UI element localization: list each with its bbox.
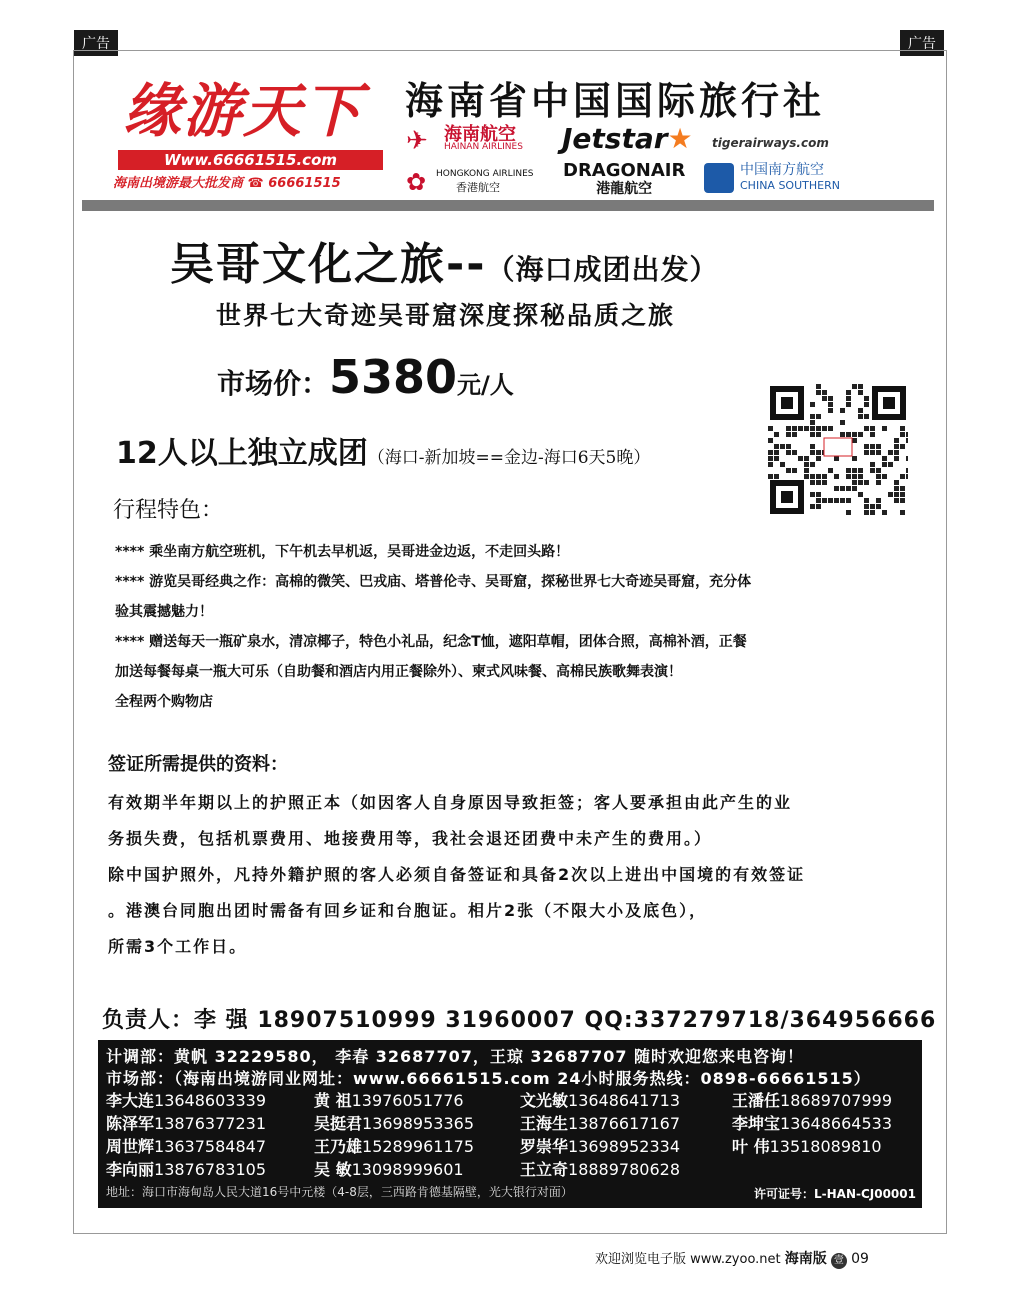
agency-name: 海南省中国国际旅行社 [405, 78, 826, 123]
staff-phone: 13876377231 [154, 1114, 266, 1133]
staff-name: 陈泽军 [106, 1114, 155, 1133]
staff-phone: 13698953365 [362, 1114, 474, 1133]
hongkong-airlines-cn: 香港航空 [456, 181, 500, 194]
hongkong-airlines-logo [436, 168, 533, 194]
staff-entry [732, 1088, 892, 1111]
page-number: 09 [851, 1251, 869, 1267]
staff-entry [106, 1088, 266, 1111]
visa-requirements [108, 785, 928, 965]
staff-name: 吴挺君 [314, 1114, 363, 1133]
staff-phone: 13876783105 [154, 1160, 266, 1179]
group-route: （海口-新加坡==金边-海口6天5晚） [367, 448, 651, 468]
staff-phone: 18689707999 [780, 1091, 892, 1110]
china-southern-logo [740, 163, 840, 193]
office-address: 地址：海口市海甸岛人民大道16号中元楼（4-8层，三西路肯德基隔壁，光大银行对面） [106, 1185, 573, 1199]
visa-line: 务损失费，包括机票费用、地接费用等，我社会退还团费中未产生的费用。） [108, 829, 713, 848]
visa-line: 所需3个工作日。 [108, 937, 248, 956]
tour-title-main: 吴哥文化之旅-- [170, 239, 487, 290]
ad-tag-left: 广告 [74, 30, 118, 56]
dragonair-logo [563, 162, 685, 198]
brand-name: 缘游天下 [123, 77, 364, 145]
staff-name: 黄 祖 [314, 1091, 352, 1110]
staff-name: 李向丽 [106, 1160, 155, 1179]
staff-name: 叶 伟 [732, 1137, 770, 1156]
staff-entry [106, 1157, 266, 1180]
tour-title [170, 228, 719, 292]
jetstar-text: Jetstar [562, 122, 668, 155]
planning-dept: 计调部：黄帆 32229580， 李春 32687707，王琼 32687707 随时欢迎您来电咨询！ [106, 1047, 805, 1066]
staff-phone: 13876617167 [568, 1114, 680, 1133]
page-footer [595, 1248, 869, 1269]
feature-line: 全程两个购物店 [115, 694, 213, 710]
feature-line: 加送每餐每桌一瓶大可乐（自助餐和酒店内用正餐除外）、柬式风味餐、高棉民族歌舞表演！ [115, 664, 682, 680]
features-list [115, 537, 915, 717]
footer-edition: 海南版 [784, 1251, 827, 1267]
price-line [217, 350, 514, 404]
staff-entry [520, 1111, 680, 1134]
staff-entry [314, 1111, 474, 1134]
staff-phone: 15289961175 [362, 1137, 474, 1156]
jetstar-logo [562, 122, 693, 155]
brand-logo [113, 62, 385, 190]
hainan-airlines-en: HAINAN AIRLINES [444, 142, 523, 152]
hongkong-airlines-icon: ✿ [406, 168, 427, 196]
hainan-airlines-icon: ✈ [406, 126, 428, 156]
staff-entry [314, 1157, 464, 1180]
visa-heading: 签证所需提供的资料： [108, 754, 288, 775]
feature-line: **** 赠送每天一瓶矿泉水，清凉椰子，特色小礼品，纪念T恤，遮阳草帽，团体合照，高棉补酒，正餐 [115, 634, 747, 650]
visa-line: 除中国护照外，凡持外籍护照的客人必须自备签证和具备2次以上进出中国境的有效签证 [108, 865, 806, 884]
staff-name: 李大连 [106, 1091, 155, 1110]
staff-name: 罗崇华 [520, 1137, 569, 1156]
staff-phone: 13976051776 [351, 1091, 464, 1110]
staff-phone: 13648603339 [154, 1091, 266, 1110]
hainan-airlines-logo [444, 124, 523, 154]
marketing-dept: 市场部：（海南出境游同业网址：www.66661515.com 24小时服务热线：0898-66661515） [106, 1069, 871, 1088]
contact-person: 负责人：李 强 18907510999 31960007 QQ:337279718/364956666 [102, 1008, 937, 1033]
staff-name: 吴 敏 [314, 1160, 352, 1179]
china-southern-icon [704, 163, 734, 193]
hainan-airlines-cn: 海南航空 [444, 124, 516, 145]
staff-entry [520, 1134, 680, 1157]
dragonair-cn: 港龍航空 [596, 181, 653, 197]
staff-entry [732, 1111, 892, 1134]
feature-line: **** 游览吴哥经典之作：高棉的微笑、巴戎庙、塔普伦寺、吴哥窟，探秘世界七大奇迹吴哥窟，充分体 [115, 574, 752, 590]
staff-entry [732, 1134, 882, 1157]
visa-line: 有效期半年期以上的护照正本（如因客人自身原因导致拒签；客人要承担由此产生的业 [108, 793, 793, 812]
footer-badge: 壹 [831, 1253, 847, 1269]
staff-entry [314, 1134, 474, 1157]
visa-line: 。港澳台同胞出团时需备有回乡证和台胞证。相片2张（不限大小及底色）， [108, 901, 708, 920]
staff-name: 李坤宝 [732, 1114, 781, 1133]
group-label: 12人以上独立成团 [116, 436, 368, 471]
staff-entry [106, 1134, 266, 1157]
feature-line: **** 乘坐南方航空班机，下午机去早机返，吴哥进金边返，不走回头路！ [115, 544, 570, 560]
tour-title-sub: （海口成团出发） [486, 253, 719, 286]
staff-name: 文光敏 [520, 1091, 569, 1110]
staff-phone: 13518089810 [769, 1137, 882, 1156]
staff-entry [314, 1088, 464, 1111]
dragonair-en: DRAGONAIR [563, 160, 686, 181]
staff-name: 王海生 [520, 1114, 569, 1133]
staff-name: 周世辉 [106, 1137, 155, 1156]
header-divider [82, 200, 934, 211]
staff-phone: 18889780628 [568, 1160, 680, 1179]
china-southern-cn: 中国南方航空 [740, 162, 824, 178]
staff-phone: 13637584847 [154, 1137, 266, 1156]
features-heading: 行程特色： [113, 498, 224, 523]
price-label: 市场价： [217, 367, 330, 400]
staff-phone: 13098999601 [351, 1160, 464, 1179]
staff-name: 王立奇 [520, 1160, 569, 1179]
staff-phone: 13648664533 [780, 1114, 892, 1133]
hongkong-airlines-en: HONGKONG AIRLINES [436, 169, 534, 179]
feature-line: 验其震撼魅力！ [115, 604, 213, 620]
group-line [116, 428, 650, 472]
staff-name: 王潘任 [732, 1091, 781, 1110]
qr-code-icon[interactable] [768, 384, 908, 516]
staff-entry [520, 1157, 680, 1180]
ad-tag-right: 广告 [900, 30, 944, 56]
license-number: 许可证号：L-HAN-CJ00001 [753, 1187, 916, 1201]
brand-url[interactable]: Www.66661515.com [118, 150, 383, 170]
tour-subtitle: 世界七大奇迹吴哥窟深度探秘品质之旅 [216, 301, 676, 330]
contact-box [98, 1040, 922, 1208]
staff-phone: 13698952334 [568, 1137, 680, 1156]
tiger-airways-logo: tigerairways.com [712, 136, 829, 150]
star-icon: ★ [667, 122, 693, 155]
china-southern-en: CHINA SOUTHERN [740, 179, 840, 192]
footer-text[interactable]: 欢迎浏览电子版 www.zyoo.net [595, 1252, 781, 1267]
staff-phone: 13648641713 [568, 1091, 680, 1110]
price-value: 5380 [329, 350, 458, 404]
brand-slogan: 海南出境游最大批发商 ☎ 66661515 [113, 176, 341, 191]
staff-entry [106, 1111, 266, 1134]
staff-entry [520, 1088, 680, 1111]
price-unit: 元/人 [457, 371, 514, 399]
staff-name: 王乃雄 [314, 1137, 363, 1156]
